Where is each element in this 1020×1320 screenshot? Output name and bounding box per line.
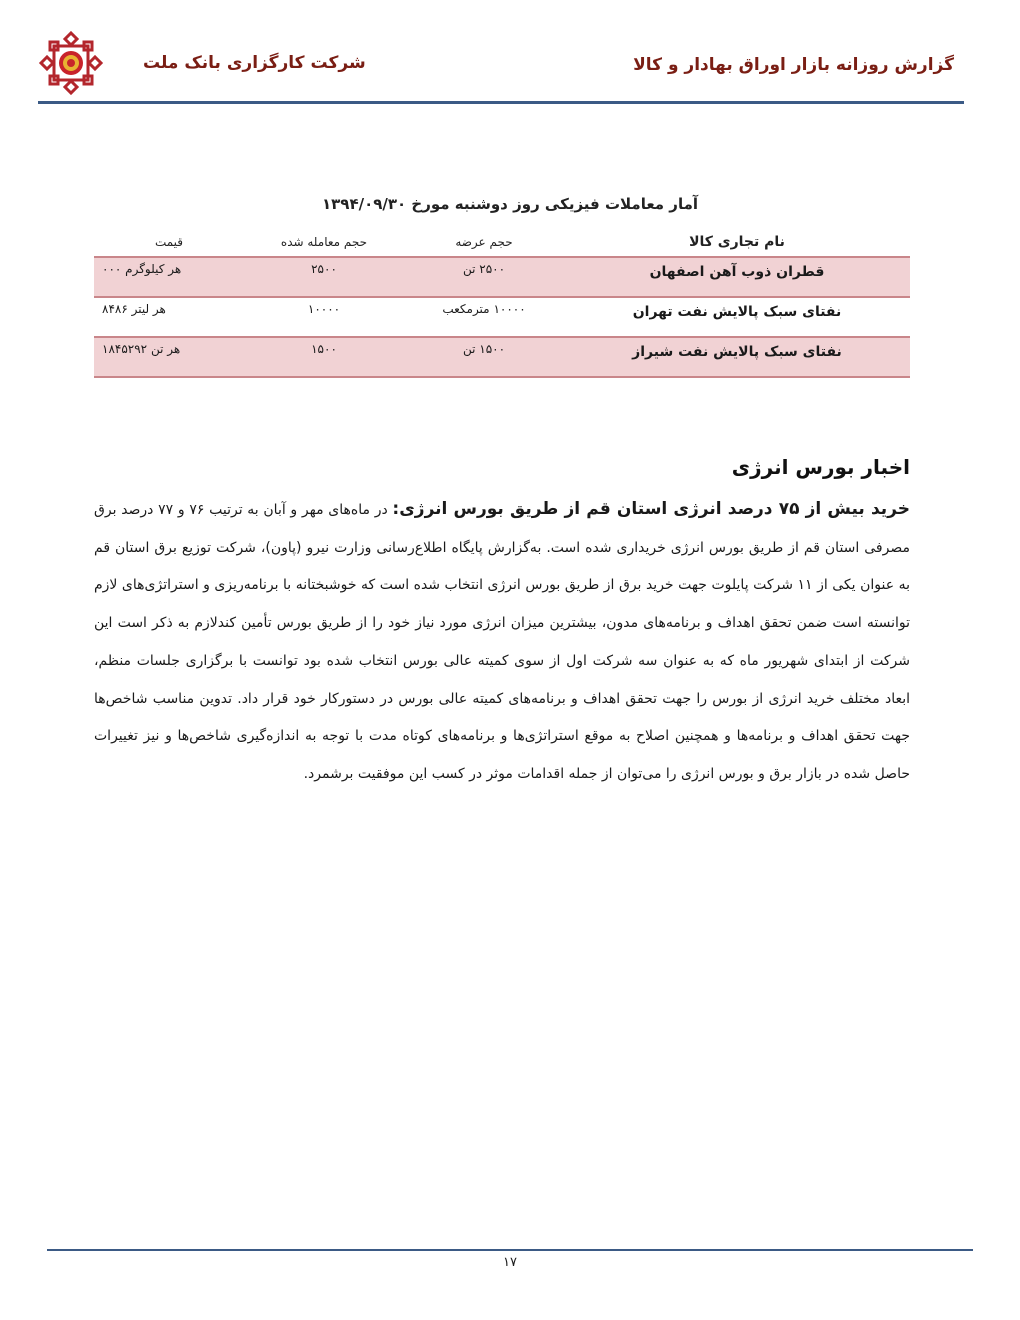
traded-volume: ۱۵۰۰ [244,337,404,377]
col-header-supply: حجم عرضه [455,235,513,249]
table-row [94,257,910,297]
supply-volume: ۱۵۰۰ تن [404,337,564,377]
supply-volume: ۲۵۰۰ تن [404,257,564,297]
header-divider [38,101,964,104]
col-header-traded: حجم معامله شده [280,235,368,249]
commodity-name: نفتای سبک پالایش نفت تهران [564,297,910,337]
report-title: گزارش روزانه بازار اوراق بهادار و کالا [633,55,954,75]
col-header-price: قیمت [154,235,184,249]
table-row [94,337,910,377]
col-header-name: نام تجاری کالا [689,234,785,250]
table-title: آمار معاملات فیزیکی روز دوشنبه مورخ ۱۳۹۴/۰۹/۳۰ [321,195,699,213]
traded-volume: ۲۵۰۰ [244,257,404,297]
news-body: در ماه‌های مهر و آبان به ترتیب ۷۶ و ۷۷ درصد برق مصرفی استان قم از طریق بورس انرژی خریداری شده است. به‌گزارش پایگاه اطلاع‌رسانی وزارت نیرو (پاون)، شرکت توزیع برق استان قم به عنوان یکی از ۱۱ شرکت پایلوت جهت خرید برق از طریق بورس انرژی انتخاب شده است که خوشبختانه با برنامه‌ریزی و استراتژی‌های لازم توانسته است ضمن تحقق اهداف و برنامه‌های مدون، بیشترین میزان انرژی مورد نیاز خود را از طریق بورس تأمین کندلازم به ذکر است این شرکت از ابتدای شهریور ماه که به عنوان سه شرکت اول از سوی کمیته عالی بورس انتخاب شده بود توانست با برگزاری جلسات منظم، ابعاد مختلف خرید انرژی از بورس را جهت تحقق اهداف و برنامه‌های کمیته عالی بورس در دستورکار خود قرار داد. تدوین مناسب شاخص‌ها جهت تحقق اهداف و برنامه‌ها و همچنین اصلاح به موقع استراتژی‌ها و برنامه‌های کوتاه مدت با توجه به اندازه‌گیری شاخص‌ها و نیز تغییرات حاصل شده در بازار برق و بورس انرژی را می‌توان از جمله اقدامات موثر در کسب این موفقیت برشمرد. [94,502,910,782]
news-lead: خرید بیش از ۷۵ درصد انرژی استان قم از طریق بورس انرژی: [392,499,910,519]
commodity-name: نفتای سبک پالایش نفت شیراز [564,337,910,377]
broker-name: شرکت کارگزاری بانک ملت [143,53,366,73]
price: هر لیتر ۸۴۸۶ [94,297,244,337]
commodity-name: قطران ذوب آهن اصفهان [564,257,910,297]
page-number: ۱۷ [503,1255,517,1270]
traded-volume: ۱۰۰۰۰ [244,297,404,337]
price: هر تن ۱۸۴۵۲۹۲ [94,337,244,377]
energy-exchange-news [94,455,910,794]
footer-divider [47,1249,973,1251]
bank-mellat-logo-icon [38,30,104,96]
news-paragraph [94,491,910,794]
table-header-row [94,228,910,257]
table-row [94,297,910,337]
physical-trades-table [94,228,910,378]
supply-volume: ۱۰۰۰۰ مترمکعب [404,297,564,337]
price: هر کیلوگرم ۰۰۰ [94,257,244,297]
page-header [0,0,1020,106]
news-heading: اخبار بورس انرژی [731,455,910,479]
